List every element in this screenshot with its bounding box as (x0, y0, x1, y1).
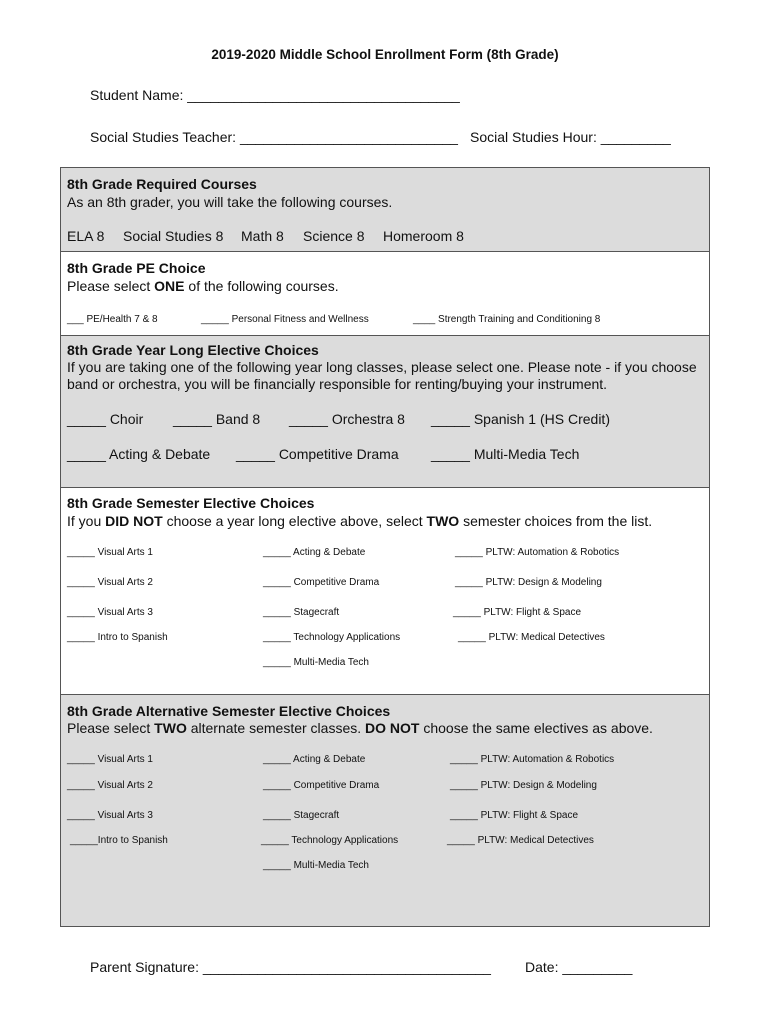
course-social-studies: Social Studies 8 (123, 228, 224, 244)
option-multimedia-tech[interactable]: _____ Multi-Media Tech (431, 446, 580, 462)
pe-choice-description: Please select ONE of the following courses. (67, 278, 339, 294)
alternative-heading: 8th Grade Alternative Semester Elective Choices (67, 703, 391, 719)
semester-intro-spanish[interactable]: _____ Intro to Spanish (67, 632, 168, 643)
alt-intro-spanish[interactable]: _____Intro to Spanish (70, 835, 168, 846)
alt-pltw-flight[interactable]: _____ PLTW: Flight & Space (450, 810, 579, 821)
semester-visual-arts-2[interactable]: _____ Visual Arts 2 (67, 577, 153, 588)
option-choir[interactable]: _____ Choir (67, 411, 144, 427)
semester-section (60, 487, 710, 694)
social-studies-hour-field[interactable]: Social Studies Hour: _________ (470, 129, 671, 145)
semester-visual-arts-1[interactable]: _____ Visual Arts 1 (67, 547, 153, 558)
option-competitive-drama[interactable]: _____ Competitive Drama (236, 446, 399, 462)
alt-technology-applications[interactable]: _____ Technology Applications (261, 835, 399, 846)
semester-pltw-robotics[interactable]: _____ PLTW: Automation & Robotics (455, 547, 620, 558)
alt-pltw-robotics[interactable]: _____ PLTW: Automation & Robotics (450, 754, 615, 765)
student-name-field[interactable]: Student Name: ___________________________________ (90, 87, 460, 103)
course-homeroom: Homeroom 8 (383, 228, 464, 244)
pe-option-health[interactable]: ___ PE/Health 7 & 8 (67, 314, 158, 325)
course-science: Science 8 (303, 228, 365, 244)
semester-pltw-medical[interactable]: _____ PLTW: Medical Detectives (458, 632, 605, 643)
required-courses-description: As an 8th grader, you will take the following courses. (67, 194, 393, 210)
alt-stagecraft[interactable]: _____ Stagecraft (263, 810, 340, 821)
alt-visual-arts-3[interactable]: _____ Visual Arts 3 (67, 810, 153, 821)
alt-competitive-drama[interactable]: _____ Competitive Drama (263, 780, 380, 791)
alternative-description: Please select TWO alternate semester classes. DO NOT choose the same electives as above. (67, 720, 653, 736)
course-math: Math 8 (241, 228, 284, 244)
date-field[interactable]: Date: _________ (525, 959, 633, 975)
alt-multimedia-tech[interactable]: _____ Multi-Media Tech (263, 860, 369, 871)
page-title: 2019-2020 Middle School Enrollment Form (8th Grade) (211, 47, 559, 62)
semester-heading: 8th Grade Semester Elective Choices (67, 495, 315, 511)
social-studies-teacher-field[interactable]: Social Studies Teacher: ____________________________ (90, 129, 458, 145)
required-courses-section (60, 167, 710, 251)
semester-technology-applications[interactable]: _____ Technology Applications (263, 632, 401, 643)
pe-choice-heading: 8th Grade PE Choice (67, 260, 206, 276)
option-spanish-1[interactable]: _____ Spanish 1 (HS Credit) (431, 411, 610, 427)
option-acting-debate[interactable]: _____ Acting & Debate (67, 446, 211, 462)
option-orchestra[interactable]: _____ Orchestra 8 (289, 411, 405, 427)
semester-stagecraft[interactable]: _____ Stagecraft (263, 607, 340, 618)
pe-option-strength[interactable]: ____ Strength Training and Conditioning 8 (413, 314, 601, 325)
semester-visual-arts-3[interactable]: _____ Visual Arts 3 (67, 607, 153, 618)
alt-visual-arts-2[interactable]: _____ Visual Arts 2 (67, 780, 153, 791)
year-long-description-1: If you are taking one of the following year long classes, please select one. Please note - if you choose (67, 359, 697, 375)
alt-pltw-medical[interactable]: _____ PLTW: Medical Detectives (447, 835, 594, 846)
semester-competitive-drama[interactable]: _____ Competitive Drama (263, 577, 380, 588)
option-band[interactable]: _____ Band 8 (173, 411, 261, 427)
semester-pltw-design[interactable]: _____ PLTW: Design & Modeling (455, 577, 602, 588)
alt-pltw-design[interactable]: _____ PLTW: Design & Modeling (450, 780, 597, 791)
semester-multimedia-tech[interactable]: _____ Multi-Media Tech (263, 657, 369, 668)
pe-choice-section (60, 251, 710, 335)
required-courses-heading: 8th Grade Required Courses (67, 176, 257, 192)
year-long-description-2: band or orchestra, you will be financially responsible for renting/buying your instrument. (67, 376, 608, 392)
course-ela: ELA 8 (67, 228, 105, 244)
year-long-section (60, 335, 710, 487)
alt-acting-debate[interactable]: _____ Acting & Debate (263, 754, 366, 765)
pe-option-fitness[interactable]: _____ Personal Fitness and Wellness (201, 314, 369, 325)
alternative-section (60, 694, 710, 927)
semester-pltw-flight[interactable]: _____ PLTW: Flight & Space (453, 607, 582, 618)
semester-description: If you DID NOT choose a year long elective above, select TWO semester choices from the list. (67, 513, 653, 529)
parent-signature-field[interactable]: Parent Signature: _____________________________________ (90, 959, 491, 975)
alt-visual-arts-1[interactable]: _____ Visual Arts 1 (67, 754, 153, 765)
semester-acting-debate[interactable]: _____ Acting & Debate (263, 547, 366, 558)
year-long-heading: 8th Grade Year Long Elective Choices (67, 342, 319, 358)
